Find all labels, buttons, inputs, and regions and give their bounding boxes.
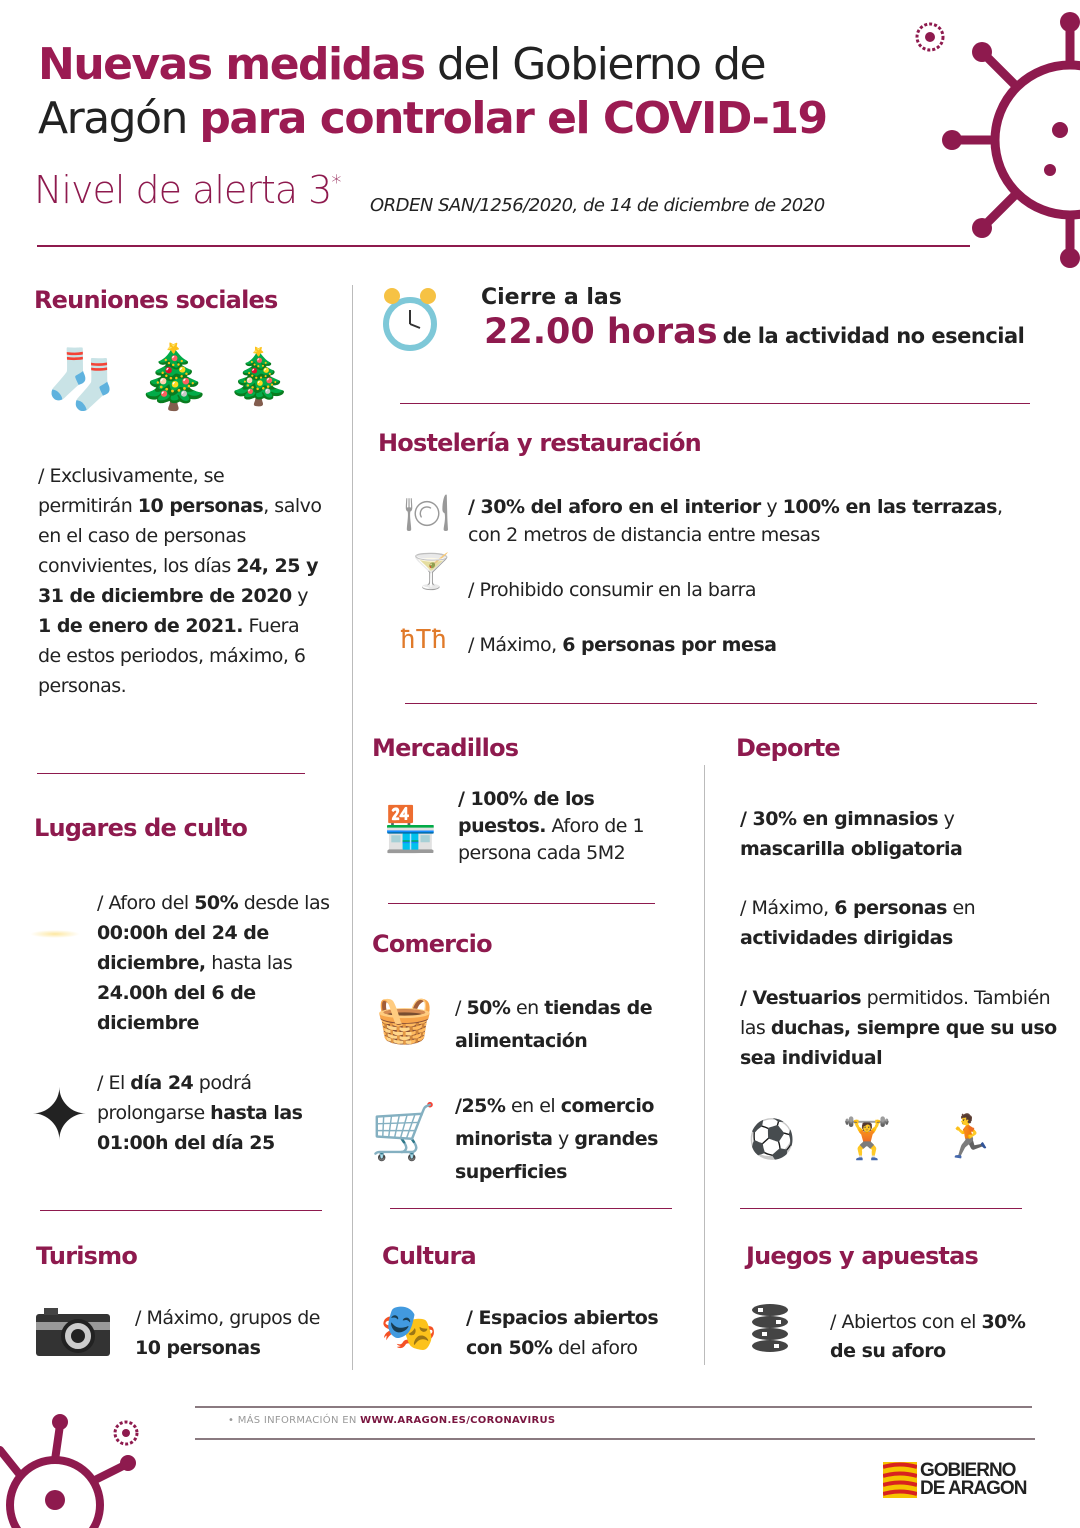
order-reference: ORDEN SAN/1256/2020, de 14 de diciembre de 2020 xyxy=(370,195,825,216)
text-segment: desde las xyxy=(238,892,330,914)
divider xyxy=(37,773,305,774)
text-segment: y xyxy=(760,496,783,518)
text-segment: del aforo xyxy=(552,1337,638,1359)
virus-icon xyxy=(940,10,1080,270)
text-bold: /25% xyxy=(455,1095,506,1117)
text-bold: 50% xyxy=(194,892,239,914)
closing-intro: Cierre a las xyxy=(481,285,622,310)
section-heading-juegos: Juegos y apuestas xyxy=(746,1242,978,1270)
alert-level xyxy=(34,168,340,212)
text-segment: / xyxy=(455,997,467,1019)
text-segment: y xyxy=(938,808,955,830)
grocery-basket-icon: 🧺 xyxy=(376,992,434,1046)
deporte-item xyxy=(740,804,1050,864)
text-bold: actividades dirigidas xyxy=(740,927,953,949)
text-segment: en el xyxy=(505,1095,561,1117)
text-segment: y xyxy=(291,585,308,607)
divider xyxy=(405,703,1037,704)
closing-rest: de la actividad no esencial xyxy=(722,324,1025,348)
deporte-item xyxy=(740,983,1060,1073)
logo-line2: DE ARAGON xyxy=(920,1478,1027,1499)
text-bold: Nuevas medidas xyxy=(38,39,425,90)
footnote-mark: * xyxy=(331,170,341,195)
text-segment: Fuera de estos periodos, máximo, 6 personas. xyxy=(38,615,306,697)
text-bold: / Vestuarios xyxy=(740,987,862,1009)
text-bold: hasta las 01:00h del día 25 xyxy=(97,1102,303,1154)
juegos-text xyxy=(830,1308,1030,1366)
cultura-text xyxy=(466,1303,696,1363)
text-segment: , con 2 metros de distancia entre mesas xyxy=(468,496,1003,546)
cloche-icon: 🍽 xyxy=(404,493,450,534)
text-bold: 6 personas xyxy=(834,897,947,919)
text-bold: duchas, siempre que su uso sea individual xyxy=(740,1017,1057,1069)
camera-icon xyxy=(36,1308,110,1356)
text-bold: / 30% en gimnasios xyxy=(740,808,939,830)
text-segment: del Gobierno de xyxy=(424,39,766,90)
deporte-item xyxy=(740,893,1040,953)
text-bold: 10 personas xyxy=(135,1337,261,1359)
closing-time-line xyxy=(484,312,1024,352)
alert-level-text: Nivel de alerta 3 xyxy=(34,168,332,212)
text-segment: / Máximo, xyxy=(740,897,835,919)
text-bold: 10 personas xyxy=(137,495,264,517)
section-heading-cultura: Cultura xyxy=(382,1242,476,1270)
small-virus-icon xyxy=(108,1415,144,1451)
text-bold: 24.00h del 6 de diciembre xyxy=(97,982,256,1034)
text-bold: comercio minorista xyxy=(455,1095,654,1150)
turismo-text xyxy=(135,1303,335,1363)
text-segment: hasta las xyxy=(205,952,293,974)
text-bold: día 24 xyxy=(130,1072,194,1094)
section-heading-hosteleria: Hostelería y restauración xyxy=(378,429,701,457)
weightlifting-icon: 🏋 xyxy=(842,1116,892,1162)
text-bold: / Espacios abiertos con 50% xyxy=(466,1307,659,1359)
column-divider xyxy=(704,765,705,1365)
text-segment: en xyxy=(946,897,976,919)
text-segment: , salvo en el caso de personas convivientes, los días xyxy=(38,495,322,577)
text-segment: / Máximo, grupos de xyxy=(135,1307,320,1329)
christmas-stocking-icon: 🧦 xyxy=(45,345,118,413)
text-segment: Aforo de 1 persona cada 5M2 xyxy=(458,815,645,864)
text-segment: permitidos. También las xyxy=(740,987,1051,1039)
text-bold: grandes superficies xyxy=(455,1128,658,1183)
text-bold: / 30% del aforo en el interior xyxy=(468,496,761,518)
culto-item xyxy=(97,1068,337,1158)
divider xyxy=(40,1210,322,1211)
hosteleria-item xyxy=(468,575,968,605)
divider xyxy=(400,403,1030,404)
divider xyxy=(388,903,655,904)
market-stall-icon: 🏪 xyxy=(383,804,438,855)
text-segment: Aragón xyxy=(38,93,200,144)
text-bold: 100% en las terrazas xyxy=(782,496,997,518)
table-chairs-icon: ħTħ xyxy=(400,625,447,655)
text-bold: 24, 25 y 31 de diciembre de 2020 xyxy=(38,555,318,607)
runner-icon: 🏃 xyxy=(942,1112,995,1161)
closing-time: 22.00 horas xyxy=(484,312,718,352)
text-segment: / Aforo del xyxy=(97,892,195,914)
more-info: • MÁS INFORMACIÓN EN WWW.ARAGON.ES/CORONAVIRUS xyxy=(228,1415,556,1426)
christmas-tree-icon: 🎄 xyxy=(135,340,213,413)
more-info-label: MÁS INFORMACIÓN EN xyxy=(237,1415,361,1426)
section-heading-culto: Lugares de culto xyxy=(34,814,248,842)
more-info-link[interactable]: WWW.ARAGON.ES/CORONAVIRUS xyxy=(360,1415,556,1426)
text-bold: 30% de su aforo xyxy=(830,1311,1026,1362)
divider xyxy=(390,1208,672,1209)
christmas-ornaments-icon: 🎄 xyxy=(225,345,293,408)
text-bold: tiendas de alimentación xyxy=(455,997,653,1052)
hosteleria-item xyxy=(468,630,968,660)
gobierno-aragon-logo xyxy=(883,1462,1026,1498)
text-segment: en xyxy=(510,997,545,1019)
text-segment: podrá prolongarse xyxy=(97,1072,252,1124)
soccer-ball-icon: ⚽ xyxy=(748,1117,796,1161)
text-segment: / Prohibido consumir en la barra xyxy=(468,579,757,601)
logo-line1: GOBIERNO xyxy=(920,1460,1016,1481)
mercadillos-text xyxy=(458,786,678,867)
sparkle-star-icon: ✦ xyxy=(30,1074,89,1156)
aragon-flag-icon xyxy=(883,1462,917,1498)
glow-icon xyxy=(30,930,80,938)
divider xyxy=(195,1438,1035,1440)
text-segment: / El xyxy=(97,1072,131,1094)
casino-chips-icon xyxy=(748,1302,792,1358)
culto-item xyxy=(97,888,345,1038)
comercio-item xyxy=(455,1090,695,1189)
section-heading-mercadillos: Mercadillos xyxy=(372,734,519,762)
section-heading-reuniones: Reuniones sociales xyxy=(34,286,278,314)
divider xyxy=(740,1208,1022,1209)
alarm-clock-icon xyxy=(380,284,440,358)
text-bold: para controlar el COVID-19 xyxy=(199,93,827,144)
text-bold: 6 personas por mesa xyxy=(562,634,777,656)
text-segment: / Abiertos con el xyxy=(830,1311,982,1333)
text-bold: 50% xyxy=(466,997,511,1019)
text-segment: / Exclusivamente, se permitirán xyxy=(38,465,225,517)
section-heading-turismo: Turismo xyxy=(36,1242,138,1270)
text-segment: y xyxy=(552,1128,575,1150)
cocktail-icon: 🍸 xyxy=(410,552,453,592)
text-bold: 1 de enero de 2021. xyxy=(38,615,243,637)
divider xyxy=(37,245,970,247)
text-bold: 00:00h del 24 de diciembre, xyxy=(97,922,269,974)
comercio-item xyxy=(455,992,695,1058)
reuniones-text xyxy=(38,461,323,701)
shopping-cart-icon: 🛒 xyxy=(370,1100,438,1163)
hosteleria-item xyxy=(468,493,1028,549)
section-heading-comercio: Comercio xyxy=(372,930,492,958)
text-segment: / Máximo, xyxy=(468,634,563,656)
column-divider xyxy=(352,285,353,1370)
section-heading-deporte: Deporte xyxy=(736,734,840,762)
theater-masks-icon: 🎭 xyxy=(380,1300,438,1354)
divider xyxy=(195,1406,1032,1408)
text-bold: / 100% de los puestos. xyxy=(458,788,595,837)
text-bold: mascarilla obligatoria xyxy=(740,838,963,860)
page-title xyxy=(38,38,918,146)
